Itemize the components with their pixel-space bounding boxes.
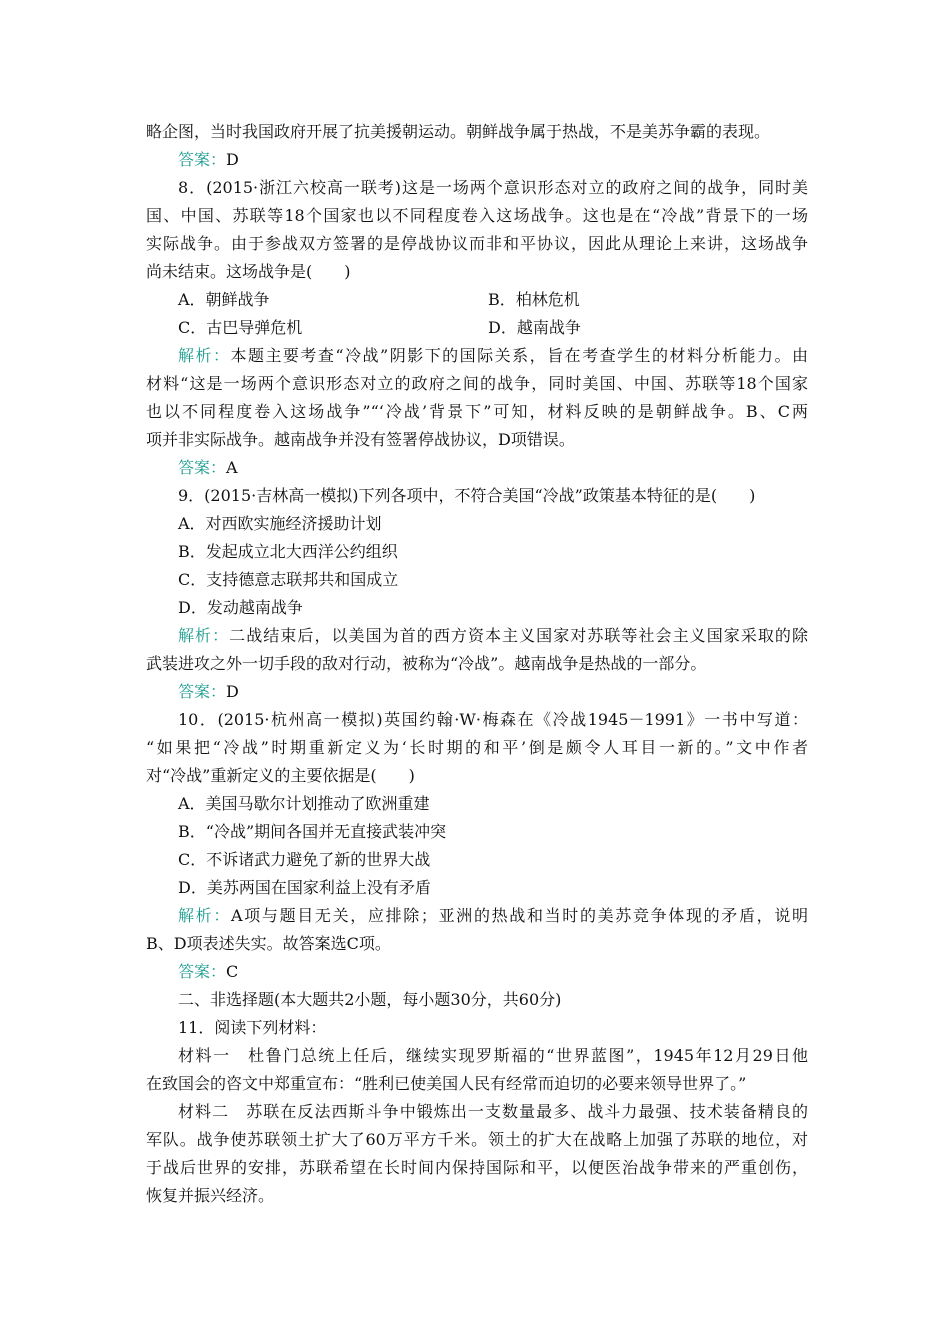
q10-option-a: A．美国马歇尔计划推动了欧洲重建 [178, 794, 430, 813]
q8-answer [146, 454, 808, 482]
q8-options-row [146, 314, 808, 342]
q8-analysis-line: 项并非实际战争。越南战争并没有签署停战协议，D项错误。 [146, 430, 575, 449]
analysis-label: 解析： [178, 346, 231, 365]
q11-material2-line: 军队。战争使苏联领土扩大了60万平方千米。领土的扩大在战略上加强了苏联的地位，对 [146, 1130, 808, 1149]
q8-option-c: C．古巴导弹危机 [178, 318, 303, 337]
q8-stem-line: 实际战争。由于参战双方签署的是停战协议而非和平协议，因此从理论上来讲，这场战争 [146, 234, 808, 253]
q9-analysis-line [146, 622, 808, 650]
q11-material2-line: 于战后世界的安排，苏联希望在长时间内保持国际和平，以便医治战争带来的严重创伤， [146, 1158, 808, 1177]
q10-option-b: B．“冷战”期间各国并无直接武装冲突 [178, 822, 447, 841]
q8-analysis-line [146, 342, 808, 370]
q9-option-a: A．对西欧实施经济援助计划 [178, 514, 382, 533]
answer-label: 答案： [178, 150, 227, 169]
q10-stem-line: 对“冷战”重新定义的主要依据是( ) [146, 766, 415, 785]
q11-intro: 11．阅读下列材料： [178, 1018, 327, 1037]
analysis-label: 解析： [178, 626, 230, 645]
analysis-text: 二战结束后，以美国为首的西方资本主义国家对苏联等社会主义国家采取的除 [229, 626, 808, 645]
q9-option-b: B．发起成立北大西洋公约组织 [178, 542, 398, 561]
analysis-text: 本题主要考查“冷战”阴影下的国际关系，旨在考查学生的材料分析能力。由 [230, 346, 808, 365]
q10-stem-line: 10．(2015·杭州高一模拟)英国约翰·W·梅森在《冷战1945－1991》一书中写道： [178, 710, 808, 729]
q8-options-row [146, 286, 808, 314]
answer-label: 答案： [178, 458, 227, 477]
q9-option-d: D．发动越南战争 [178, 598, 303, 617]
q8-analysis-line: 材料“这是一场两个意识形态对立的政府之间的战争，同时美国、中国、苏联等18个国家 [146, 374, 808, 393]
q9-answer [146, 678, 808, 706]
answer-value: D [226, 682, 239, 701]
document-body [146, 118, 808, 1210]
q8-stem-line: 国、中国、苏联等18个国家也以不同程度卷入这场战争。这也是在“冷战”背景下的一场 [146, 206, 808, 225]
q8-option-a: A．朝鲜战争 [178, 290, 270, 309]
section-heading: 二、非选择题(本大题共2小题，每小题30分，共60分) [178, 990, 562, 1009]
analysis-text: A项与题目无关，应排除；亚洲的热战和当时的美苏竞争体现的矛盾，说明 [231, 906, 808, 925]
q7-analysis-tail: 略企图，当时我国政府开展了抗美援朝运动。朝鲜战争属于热战，不是美苏争霸的表现。 [146, 122, 771, 141]
q7-answer [146, 146, 808, 174]
q11-material2-line: 恢复并振兴经济。 [146, 1186, 275, 1205]
q10-option-c: C．不诉诸武力避免了新的世界大战 [178, 850, 431, 869]
q9-option-c: C．支持德意志联邦共和国成立 [178, 570, 399, 589]
answer-value: D [226, 150, 239, 169]
q10-analysis-line: B、D项表述失实。故答案选C项。 [146, 934, 391, 953]
q10-answer [146, 958, 808, 986]
q11-material2-line: 材料二 苏联在反法西斯斗争中锻炼出一支数量最多、战斗力最强、技术装备精良的 [178, 1102, 808, 1121]
q8-stem-line: 8．(2015·浙江六校高一联考)这是一场两个意识形态对立的政府之间的战争，同时美 [178, 178, 808, 197]
q8-option-b: B．柏林危机 [488, 290, 580, 309]
q8-stem-line: 尚未结束。这场战争是( ) [146, 262, 351, 281]
q11-material1-line: 在致国会的咨文中郑重宣布：“胜利已使美国人民有经常而迫切的必要来领导世界了。” [146, 1074, 747, 1093]
answer-value: A [226, 458, 238, 477]
q9-stem: 9．(2015·吉林高一模拟)下列各项中，不符合美国“冷战”政策基本特征的是( ) [178, 486, 756, 505]
q10-stem-line: “如果把“冷战”时期重新定义为‘长时期的和平’倒是颇令人耳目一新的。”文中作者 [146, 738, 808, 757]
q8-option-d: D．越南战争 [488, 318, 581, 337]
q9-analysis-line: 武装进攻之外一切手段的敌对行动，被称为“冷战”。越南战争是热战的一部分。 [146, 654, 707, 673]
q10-analysis-line [146, 902, 808, 930]
q8-analysis-line: 也以不同程度卷入这场战争”“‘冷战’背景下”可知，材料反映的是朝鲜战争。B、C两 [146, 402, 808, 421]
analysis-label: 解析： [178, 906, 232, 925]
q10-option-d: D．美苏两国在国家利益上没有矛盾 [178, 878, 431, 897]
answer-label: 答案： [178, 682, 227, 701]
q11-material1-line: 材料一 杜鲁门总统上任后，继续实现罗斯福的“世界蓝图”，1945年12月29日他 [178, 1046, 808, 1065]
answer-value: C [226, 962, 239, 981]
answer-label: 答案： [178, 962, 227, 981]
